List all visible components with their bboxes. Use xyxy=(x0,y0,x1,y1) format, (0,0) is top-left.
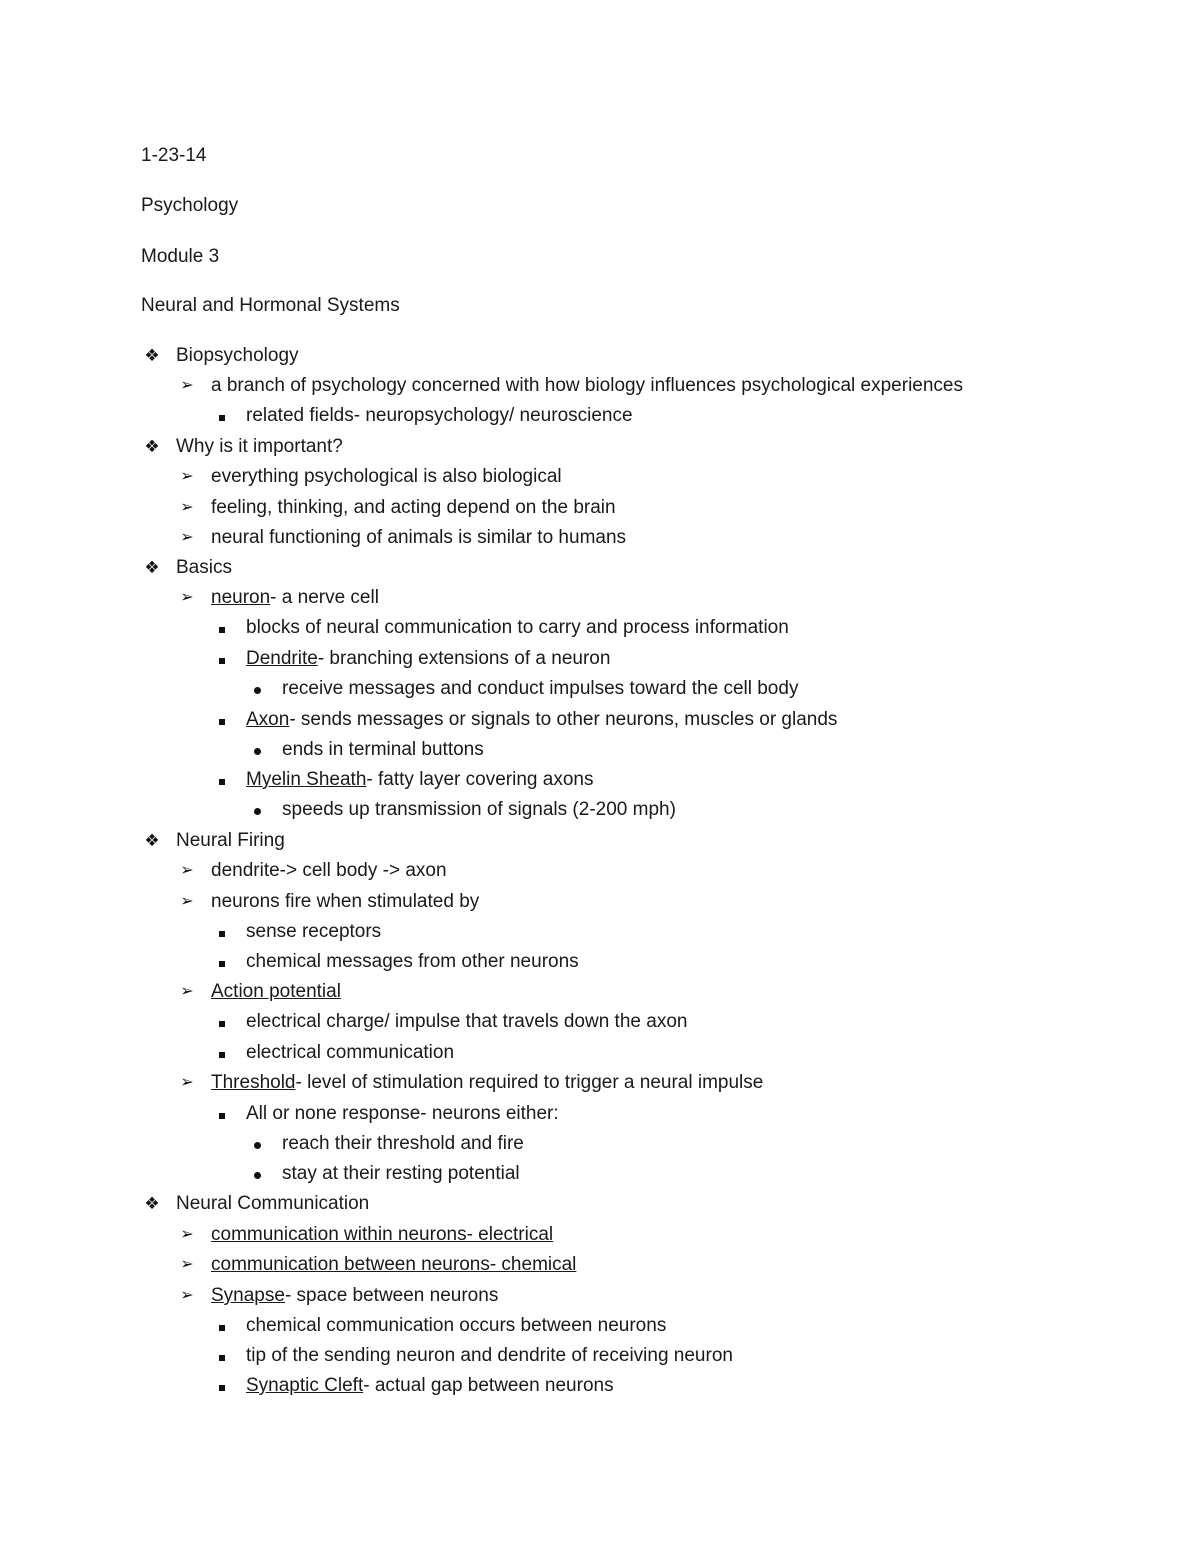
list-item: electrical communication xyxy=(246,1042,455,1063)
square-bullet-icon xyxy=(211,1314,233,1338)
list-item: blocks of neural communication to carry and process information xyxy=(246,617,789,638)
note-date: 1-23-14 xyxy=(141,145,207,166)
square-bullet-icon xyxy=(211,1374,233,1398)
term-definition: - branching extensions of a neuron xyxy=(317,648,611,669)
term-myelin-sheath: Myelin Sheath xyxy=(246,769,367,790)
list-item xyxy=(211,980,341,1004)
arrow-bullet-icon: ➢ xyxy=(180,468,194,485)
square-bullet-icon xyxy=(211,1344,233,1368)
term-definition: - a nerve cell xyxy=(270,587,379,608)
term-definition: - fatty layer covering axons xyxy=(366,769,594,790)
arrow-bullet-icon: ➢ xyxy=(180,1226,194,1243)
arrow-bullet-icon: ➢ xyxy=(180,529,194,546)
list-item: a branch of psychology concerned with how biology influences psychological experiences xyxy=(211,375,964,396)
dot-bullet-icon xyxy=(246,1162,268,1186)
heading-neural-firing: Neural Firing xyxy=(176,830,285,851)
arrow-bullet-icon: ➢ xyxy=(180,1074,194,1091)
list-item: neural functioning of animals is similar to humans xyxy=(211,527,627,548)
list-item xyxy=(211,1223,553,1247)
list-item: chemical communication occurs between neurons xyxy=(246,1315,667,1336)
term-synaptic-cleft: Synaptic Cleft xyxy=(246,1375,364,1396)
note-module: Module 3 xyxy=(141,246,220,267)
square-bullet-icon xyxy=(211,768,233,792)
list-item xyxy=(211,1253,576,1277)
term-action-potential: Action potential xyxy=(211,981,341,1002)
term-axon: Axon xyxy=(246,709,290,730)
term-synapse: Synapse xyxy=(211,1285,285,1306)
term-communication-between: communication between neurons- chemical xyxy=(211,1254,577,1275)
list-item: All or none response- neurons either: xyxy=(246,1103,559,1124)
term-definition: - level of stimulation required to trigger a neural impulse xyxy=(295,1072,764,1093)
list-item: speeds up transmission of signals (2-200 mph) xyxy=(282,799,676,820)
list-item xyxy=(211,586,379,610)
square-bullet-icon xyxy=(211,1102,233,1126)
note-title: Neural and Hormonal Systems xyxy=(141,295,400,316)
term-definition: - sends messages or signals to other neurons, muscles or glands xyxy=(289,709,838,730)
term-definition: - space between neurons xyxy=(284,1285,499,1306)
list-item xyxy=(246,768,593,792)
diamond-bullet-icon: ❖ xyxy=(144,437,160,456)
heading-basics: Basics xyxy=(176,557,232,578)
square-bullet-icon xyxy=(211,1010,233,1034)
arrow-bullet-icon: ➢ xyxy=(180,893,194,910)
square-bullet-icon xyxy=(211,920,233,944)
heading-why-important: Why is it important? xyxy=(176,436,343,457)
list-item: electrical charge/ impulse that travels down the axon xyxy=(246,1011,688,1032)
list-item: related fields- neuropsychology/ neuroscience xyxy=(246,405,633,426)
dot-bullet-icon xyxy=(246,798,268,822)
square-bullet-icon xyxy=(211,404,233,428)
diamond-bullet-icon: ❖ xyxy=(144,558,160,577)
arrow-bullet-icon: ➢ xyxy=(180,1256,194,1273)
square-bullet-icon xyxy=(211,616,233,640)
list-item: stay at their resting potential xyxy=(282,1163,520,1184)
list-item: ends in terminal buttons xyxy=(282,739,484,760)
list-item xyxy=(211,1284,498,1308)
term-definition: - actual gap between neurons xyxy=(363,1375,614,1396)
dot-bullet-icon xyxy=(246,677,268,701)
square-bullet-icon xyxy=(211,1041,233,1065)
list-item xyxy=(246,708,837,732)
square-bullet-icon xyxy=(211,950,233,974)
list-item: neurons fire when stimulated by xyxy=(211,891,480,912)
list-item: receive messages and conduct impulses toward the cell body xyxy=(282,678,799,699)
arrow-bullet-icon: ➢ xyxy=(180,983,194,1000)
list-item: everything psychological is also biological xyxy=(211,466,562,487)
arrow-bullet-icon: ➢ xyxy=(180,377,194,394)
diamond-bullet-icon: ❖ xyxy=(144,1194,160,1213)
list-item: dendrite-> cell body -> axon xyxy=(211,860,447,881)
arrow-bullet-icon: ➢ xyxy=(180,862,194,879)
heading-neural-communication: Neural Communication xyxy=(176,1193,370,1214)
diamond-bullet-icon: ❖ xyxy=(144,831,160,850)
term-communication-within: communication within neurons- electrical xyxy=(211,1224,554,1245)
term-dendrite: Dendrite xyxy=(246,648,318,669)
arrow-bullet-icon: ➢ xyxy=(180,589,194,606)
list-item xyxy=(246,647,610,671)
term-threshold: Threshold xyxy=(211,1072,296,1093)
list-item xyxy=(246,1374,614,1398)
heading-biopsychology: Biopsychology xyxy=(176,345,299,366)
diamond-bullet-icon: ❖ xyxy=(144,346,160,365)
square-bullet-icon xyxy=(211,708,233,732)
arrow-bullet-icon: ➢ xyxy=(180,1287,194,1304)
list-item: tip of the sending neuron and dendrite of receiving neuron xyxy=(246,1345,733,1366)
square-bullet-icon xyxy=(211,647,233,671)
dot-bullet-icon xyxy=(246,1132,268,1156)
list-item: reach their threshold and fire xyxy=(282,1133,524,1154)
note-subject: Psychology xyxy=(141,195,239,216)
dot-bullet-icon xyxy=(246,738,268,762)
arrow-bullet-icon: ➢ xyxy=(180,499,194,516)
list-item: chemical messages from other neurons xyxy=(246,951,579,972)
list-item: sense receptors xyxy=(246,921,382,942)
list-item: feeling, thinking, and acting depend on the brain xyxy=(211,497,616,518)
list-item xyxy=(211,1071,763,1095)
term-neuron: neuron xyxy=(211,587,271,608)
